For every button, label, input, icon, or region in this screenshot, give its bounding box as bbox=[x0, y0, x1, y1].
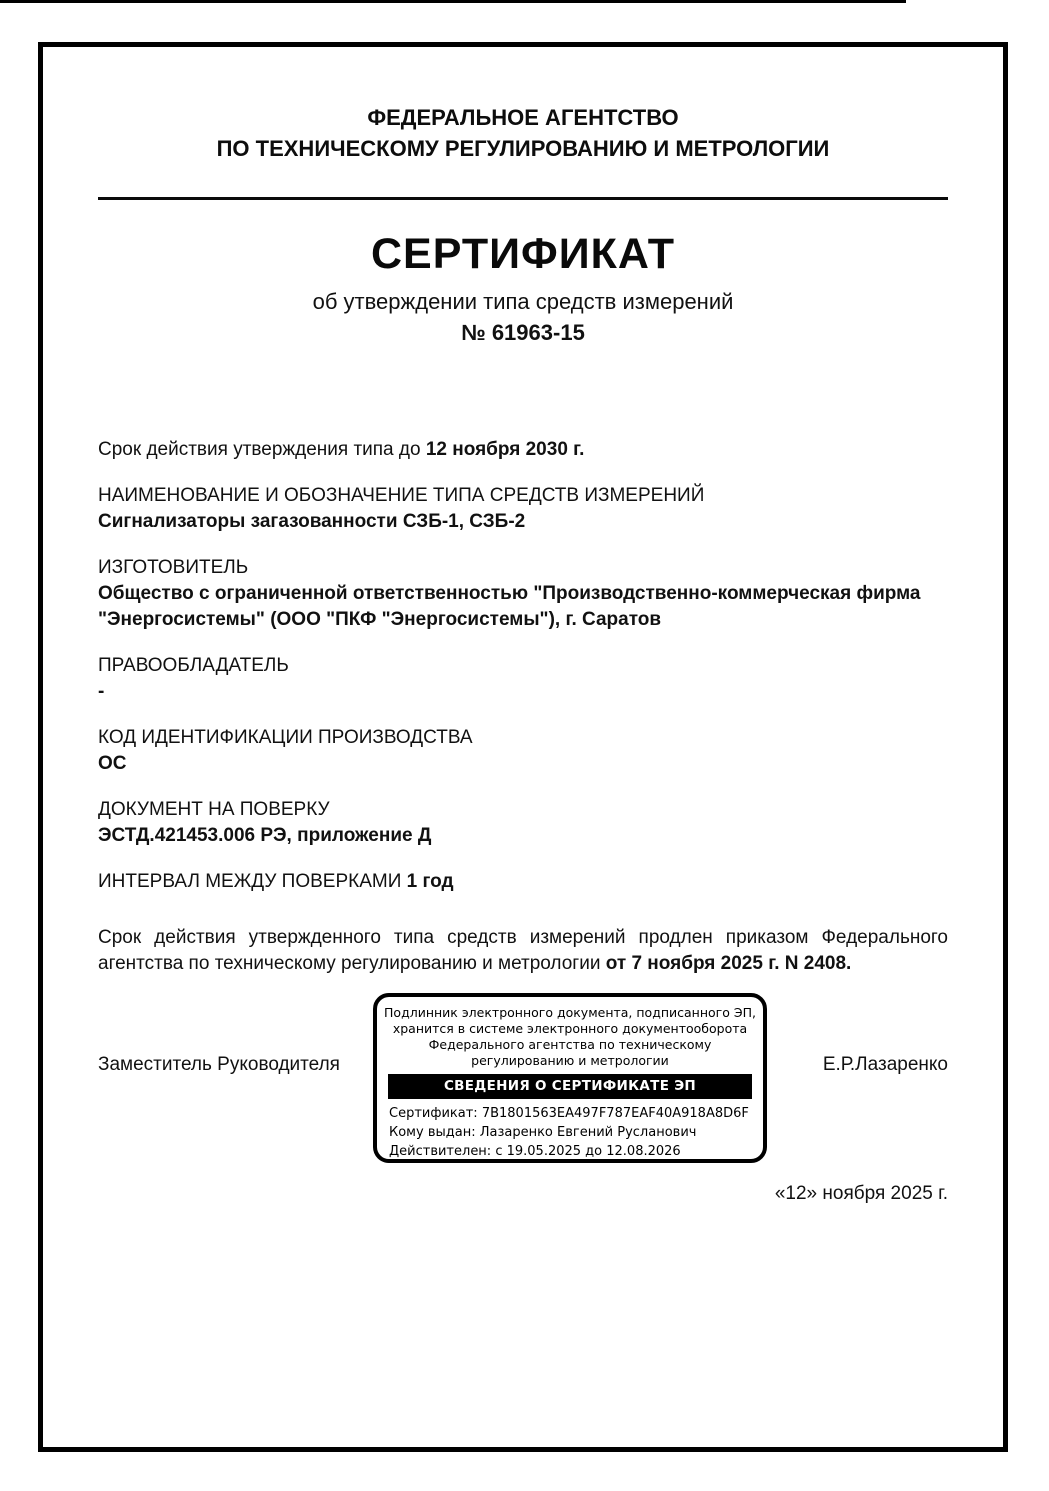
stamp-title-bar: СВЕДЕНИЯ О СЕРТИФИКАТЕ ЭП bbox=[388, 1074, 752, 1099]
stamp-description-line1: Подлинник электронного документа, подписанного ЭП, bbox=[384, 1005, 756, 1020]
document-number: № 61963-15 bbox=[461, 320, 585, 345]
stamp-description-line2: хранится в системе электронного документооборота bbox=[392, 1021, 748, 1036]
digital-signature-stamp bbox=[373, 993, 767, 1163]
name-label: НАИМЕНОВАНИЕ И ОБОЗНАЧЕНИЕ ТИПА СРЕДСТВ ИЗМЕРЕНИЙ bbox=[98, 485, 705, 506]
signature-row bbox=[98, 993, 948, 1165]
extension-text: Срок действия утвержденного типа средств измерений продлен приказом Федерального агентства по техническому регулированию и метрологии bbox=[98, 927, 948, 974]
rights-holder-section bbox=[98, 653, 948, 705]
production-code-label: КОД ИДЕНТИФИКАЦИИ ПРОИЗВОДСТВА bbox=[98, 727, 473, 748]
stamp-issued-to: Кому выдан: Лазаренко Евгений Русланович bbox=[389, 1125, 697, 1140]
verification-doc-section bbox=[98, 797, 948, 849]
document-title: СЕРТИФИКАТ bbox=[370, 230, 676, 278]
interval-prefix: ИНТЕРВАЛ МЕЖДУ ПОВЕРКАМИ bbox=[98, 871, 407, 892]
production-code-section bbox=[98, 725, 948, 777]
certificate-body bbox=[98, 437, 948, 1207]
verification-doc-value: ЭСТД.421453.006 РЭ, приложение Д bbox=[98, 825, 432, 846]
scan-artifact-line bbox=[0, 0, 906, 3]
stamp-cert-number: Сертификат: 7B1801563EA497F787EAF40A918A8D6F bbox=[389, 1106, 749, 1121]
certificate-date: «12» ноября 2025 г. bbox=[774, 1183, 948, 1204]
signer-name: Е.Р.Лазаренко bbox=[822, 1054, 948, 1075]
agency-header bbox=[98, 102, 948, 164]
stamp-description bbox=[377, 1005, 763, 1069]
rights-holder-value: - bbox=[98, 681, 105, 702]
validity-prefix: Срок действия утверждения типа до bbox=[98, 439, 426, 460]
rights-holder-label: ПРАВООБЛАДАТЕЛЬ bbox=[98, 655, 289, 676]
extension-order: от 7 ноября 2025 г. N 2408. bbox=[605, 953, 852, 974]
validity-section bbox=[98, 437, 948, 463]
interval-value: 1 год bbox=[406, 871, 454, 892]
name-section bbox=[98, 483, 948, 535]
agency-name-line2: ПО ТЕХНИЧЕСКОМУ РЕГУЛИРОВАНИЮ И МЕТРОЛОГИИ bbox=[216, 136, 830, 161]
name-value: Сигнализаторы загазованности СЗБ-1, СЗБ-2 bbox=[98, 511, 526, 532]
stamp-description-line3: Федерального агентства по техническому bbox=[428, 1037, 712, 1052]
interval-line bbox=[98, 869, 948, 895]
agency-name-line1: ФЕДЕРАЛЬНОЕ АГЕНТСТВО bbox=[367, 105, 679, 130]
stamp-certificate-details bbox=[377, 1104, 763, 1161]
interval-section bbox=[98, 869, 948, 895]
manufacturer-value: Общество с ограниченной ответственностью "Производственно-коммерческая фирма "Энергосистемы" (ООО "ПКФ "Энергосистемы"), г. Саратов bbox=[98, 583, 921, 630]
header-divider bbox=[98, 197, 948, 200]
certificate-frame bbox=[38, 42, 1008, 1452]
validity-line bbox=[98, 437, 948, 463]
validity-value: 12 ноября 2030 г. bbox=[425, 439, 585, 460]
production-code-value: ОС bbox=[98, 753, 127, 774]
manufacturer-section bbox=[98, 555, 948, 633]
stamp-description-line4: регулированию и метрологии bbox=[471, 1053, 669, 1068]
verification-doc-label: ДОКУМЕНТ НА ПОВЕРКУ bbox=[98, 799, 330, 820]
document-subtitle: об утверждении типа средств измерений bbox=[312, 289, 734, 314]
signer-position: Заместитель Руководителя bbox=[98, 1054, 340, 1075]
certificate-content bbox=[43, 102, 1003, 1207]
stamp-valid-period: Действителен: с 19.05.2025 до 12.08.2026 bbox=[389, 1144, 681, 1159]
extension-paragraph bbox=[98, 925, 948, 977]
manufacturer-label: ИЗГОТОВИТЕЛЬ bbox=[98, 557, 249, 578]
